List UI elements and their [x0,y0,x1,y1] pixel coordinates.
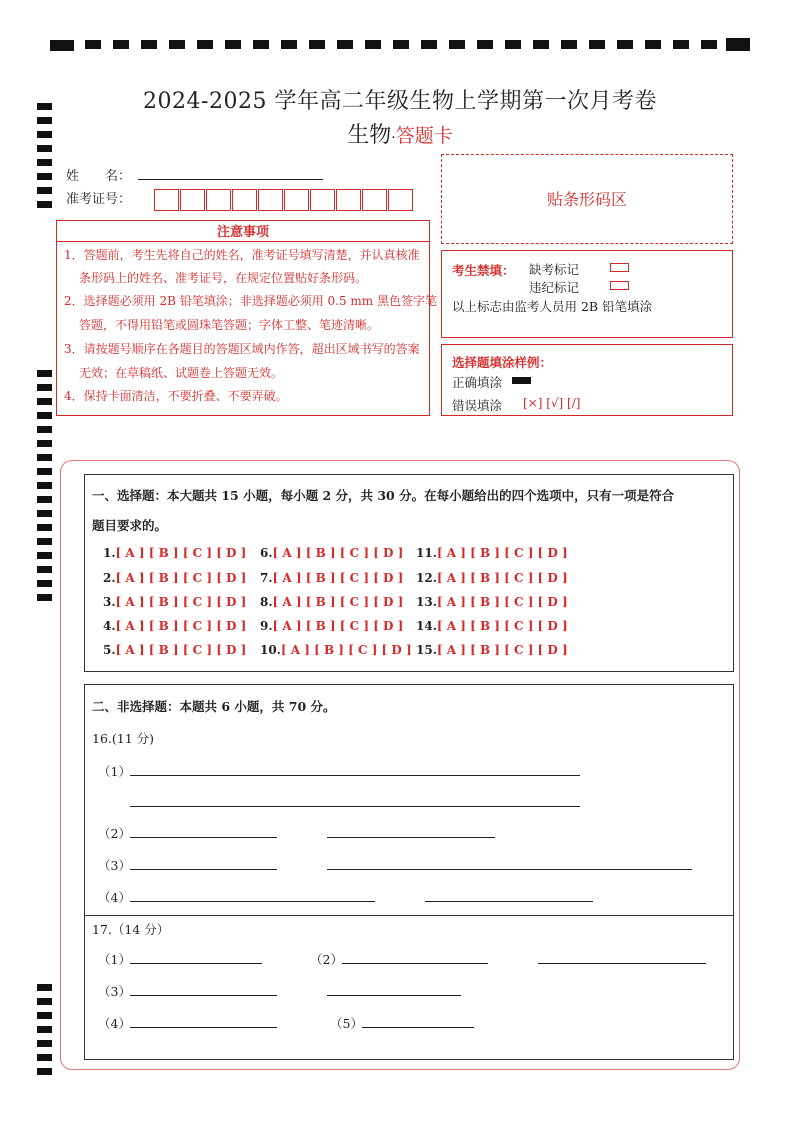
question-2[interactable]: 2.[ A ] [ B ] [ C ] [ D ] [103,571,247,585]
notice-item: 答题，不得用铅笔或圆珠笔答题；字体工整、笔迹清晰。 [79,318,380,332]
q17-part1-label: （1） [98,952,131,967]
q17-part2-label: （2） [310,952,343,967]
question-12[interactable]: 12.[ A ] [ B ] [ C ] [ D ] [416,571,568,585]
notice-item: 3．请按题号顺序在各题目的答题区域内作答，超出区域书写的答案 [64,342,420,356]
notice-divider [56,241,430,242]
name-label: 姓 名： [66,169,132,184]
correct-fill-sample [512,377,531,384]
q16-part2-label: （2） [98,826,131,841]
q16-part3-line2[interactable] [327,869,692,870]
exam-subtitle [0,118,800,149]
sample-title: 选择题填涂样例： [452,355,553,370]
q17-heading: 17.（14 分） [92,922,170,937]
question-7[interactable]: 7.[ A ] [ B ] [ C ] [ D ] [260,571,404,585]
q16-part4-line[interactable] [130,901,375,902]
section2-box [84,684,734,1060]
q17-part2-line2[interactable] [538,963,706,964]
absent-mark-label: 缺考标记 [529,262,580,277]
question-6[interactable]: 6.[ A ] [ B ] [ C ] [ D ] [260,546,404,560]
violation-mark-box[interactable] [610,281,629,290]
notice-item: 2．选择题必须用 2B 铅笔填涂；非选择题必须用 0.5 mm 黑色签字笔 [64,294,438,308]
question-10[interactable]: 10.[ A ] [ B ] [ C ] [ D ] [260,643,412,657]
question-4[interactable]: 4.[ A ] [ B ] [ C ] [ D ] [103,619,247,633]
question-14[interactable]: 14.[ A ] [ B ] [ C ] [ D ] [416,619,568,633]
wrong-fill-samples: [×] [√] [/] [523,396,581,410]
q16-part1-line[interactable] [130,775,580,776]
q17-part5-line[interactable] [362,1027,474,1028]
notice-title: 注意事项 [216,225,269,240]
q16-part3-line[interactable] [130,869,277,870]
forbidden-label: 考生禁填： [452,263,515,278]
section1-title: 一、选择题：本大题共 15 小题，每小题 2 分，共 30 分。在每小题给出的四个选项中，只有一项是符合 [92,488,675,503]
q17-part4-label: （4） [98,1016,131,1031]
question-8[interactable]: 8.[ A ] [ B ] [ C ] [ D ] [260,595,404,609]
section2-title: 二、非选择题：本题共 6 小题，共 70 分。 [92,699,336,714]
question-3[interactable]: 3.[ A ] [ B ] [ C ] [ D ] [103,595,247,609]
q17-part3-line[interactable] [130,995,277,996]
q16-part1-label: （1） [98,764,131,779]
q17-part3-line2[interactable] [327,995,461,996]
q16-part1-line2[interactable] [130,806,580,807]
subtitle-dot: · [391,130,396,146]
q17-part3-label: （3） [98,984,131,999]
notice-item: 1．答题前，考生先将自己的姓名，准考证号填写清楚，并认真核准 [64,248,420,262]
notice-item: 4．保持卡面清洁，不要折叠、不要弄破。 [64,389,288,403]
barcode-area [441,154,733,244]
absent-mark-box[interactable] [610,263,629,272]
wrong-fill-label: 错误填涂 [452,398,503,413]
answer-card-label: 答题卡 [395,125,453,147]
q16-part4-label: （4） [98,890,131,905]
q16-q17-divider [84,915,734,916]
barcode-area-label: 贴条形码区 [546,190,627,209]
question-1[interactable]: 1.[ A ] [ B ] [ C ] [ D ] [103,546,247,560]
q17-part4-line[interactable] [130,1027,277,1028]
subject-label: 生物 [347,123,392,148]
violation-mark-label: 违纪标记 [529,280,580,295]
exam-title: 2024-2025 学年高二年级生物上学期第一次月考卷 [143,89,657,114]
correct-fill-label: 正确填涂 [452,375,503,390]
q17-part5-label: （5） [330,1016,363,1031]
question-15[interactable]: 15.[ A ] [ B ] [ C ] [ D ] [416,643,568,657]
notice-item: 无效；在草稿纸、试题卷上答题无效。 [79,366,284,380]
section1-title-cont: 题目要求的。 [92,518,168,533]
q16-part4-line2[interactable] [425,901,593,902]
name-field[interactable] [138,179,323,180]
q17-part1-line[interactable] [130,963,262,964]
q16-heading: 16.(11 分) [92,731,155,746]
forbidden-note: 以上标志由监考人员用 2B 铅笔填涂 [452,299,653,314]
question-11[interactable]: 11.[ A ] [ B ] [ C ] [ D ] [416,546,568,560]
notice-item: 条形码上的姓名、准考证号，在规定位置贴好条形码。 [79,271,368,285]
question-9[interactable]: 9.[ A ] [ B ] [ C ] [ D ] [260,619,404,633]
q16-part2-line[interactable] [130,837,277,838]
q16-part3-label: （3） [98,858,131,873]
q17-part2-line[interactable] [342,963,488,964]
exam-id-label: 准考证号： [66,192,132,207]
question-13[interactable]: 13.[ A ] [ B ] [ C ] [ D ] [416,595,568,609]
q16-part2-line2[interactable] [327,837,495,838]
question-5[interactable]: 5.[ A ] [ B ] [ C ] [ D ] [103,643,247,657]
